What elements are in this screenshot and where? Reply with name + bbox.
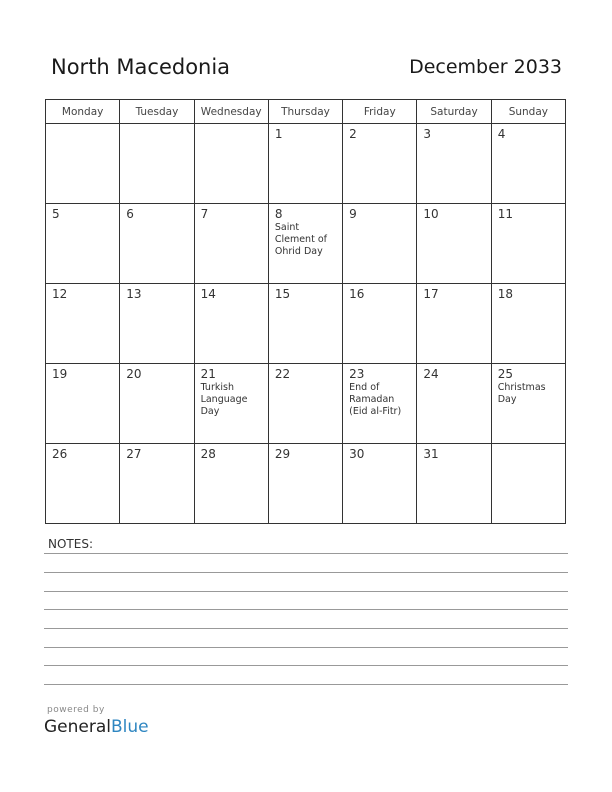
day-cell <box>343 284 417 364</box>
day-number: 26 <box>52 447 68 461</box>
note-line <box>44 647 568 648</box>
day-number: 28 <box>200 447 216 461</box>
weekday-header: Friday <box>343 100 417 124</box>
day-cell <box>46 284 120 364</box>
day-number: 27 <box>126 447 142 461</box>
day-cell <box>268 444 342 524</box>
day-number: 20 <box>126 367 142 381</box>
day-number: 5 <box>52 207 60 221</box>
day-cell <box>491 284 565 364</box>
day-cell <box>343 444 417 524</box>
weekday-header: Monday <box>46 100 120 124</box>
day-cell <box>491 444 565 524</box>
day-number: 10 <box>423 207 439 221</box>
day-number: 7 <box>200 207 209 221</box>
day-cell <box>194 204 268 284</box>
day-number: 8 <box>274 207 283 221</box>
day-cell <box>268 364 342 444</box>
day-cell <box>194 284 268 364</box>
day-cell <box>268 284 342 364</box>
weekday-header: Sunday <box>491 100 565 124</box>
day-cell <box>268 204 342 284</box>
holiday-label: Saint Clement of Ohrid Day <box>274 222 327 257</box>
day-number: 22 <box>274 367 291 381</box>
day-cell <box>194 364 268 444</box>
notes-label: NOTES: <box>48 537 93 551</box>
note-line <box>44 591 568 592</box>
day-number: 17 <box>423 287 439 301</box>
day-cell <box>46 124 120 204</box>
calendar-grid <box>45 99 566 524</box>
day-cell <box>417 124 491 204</box>
day-cell <box>268 124 342 204</box>
day-number: 12 <box>52 287 68 301</box>
day-number: 14 <box>200 287 216 301</box>
brand-blue: Blue <box>111 717 149 737</box>
day-cell <box>491 204 565 284</box>
day-number: 2 <box>349 127 357 141</box>
note-line <box>44 572 568 573</box>
note-line <box>44 684 568 685</box>
holiday-label: Christmas Day <box>497 382 546 405</box>
day-number: 15 <box>274 287 291 301</box>
day-cell <box>491 364 565 444</box>
day-number: 3 <box>423 127 432 141</box>
day-cell <box>343 364 417 444</box>
day-cell <box>417 284 491 364</box>
holiday-label: End of Ramadan (Eid al-Fitr) <box>349 382 402 417</box>
week-row <box>46 204 566 284</box>
note-line <box>44 665 568 666</box>
day-number: 1 <box>274 127 283 141</box>
day-number: 18 <box>497 287 513 301</box>
day-number: 6 <box>126 207 134 221</box>
generalblue-logo <box>44 717 149 737</box>
day-number: 21 <box>200 367 216 381</box>
note-line <box>44 609 568 610</box>
weekday-header-row <box>46 100 566 124</box>
day-cell <box>46 364 120 444</box>
day-cell <box>417 444 491 524</box>
week-row <box>46 444 566 524</box>
day-number: 24 <box>423 367 439 381</box>
day-cell <box>46 444 120 524</box>
holiday-label: Turkish Language Day <box>200 382 248 417</box>
day-cell <box>120 364 194 444</box>
week-row <box>46 124 566 204</box>
brand-general: General <box>44 717 111 737</box>
week-row <box>46 284 566 364</box>
day-number: 29 <box>274 447 291 461</box>
weekday-header: Wednesday <box>194 100 268 124</box>
country-title: North Macedonia <box>51 55 231 79</box>
day-number: 13 <box>126 287 142 301</box>
day-cell <box>194 124 268 204</box>
week-row <box>46 364 566 444</box>
weekday-header: Saturday <box>417 100 491 124</box>
day-cell <box>120 124 194 204</box>
day-cell <box>194 444 268 524</box>
day-cell <box>417 364 491 444</box>
note-line <box>44 553 568 554</box>
day-cell <box>46 204 120 284</box>
month-title: December 2033 <box>409 56 562 78</box>
day-number: 23 <box>349 367 365 381</box>
day-number: 30 <box>349 447 365 461</box>
powered-by-text: powered by <box>47 705 105 715</box>
weekday-header: Tuesday <box>120 100 194 124</box>
day-number: 4 <box>497 127 506 141</box>
day-cell <box>491 124 565 204</box>
day-number: 25 <box>497 367 513 381</box>
day-number: 31 <box>423 447 439 461</box>
day-number: 19 <box>52 367 68 381</box>
day-cell <box>417 204 491 284</box>
day-cell <box>343 204 417 284</box>
day-cell <box>120 444 194 524</box>
day-cell <box>120 284 194 364</box>
day-number: 16 <box>349 287 365 301</box>
day-cell <box>343 124 417 204</box>
note-line <box>44 628 568 629</box>
day-number: 11 <box>497 207 513 221</box>
weekday-header: Thursday <box>268 100 342 124</box>
day-number: 9 <box>349 207 357 221</box>
day-cell <box>120 204 194 284</box>
